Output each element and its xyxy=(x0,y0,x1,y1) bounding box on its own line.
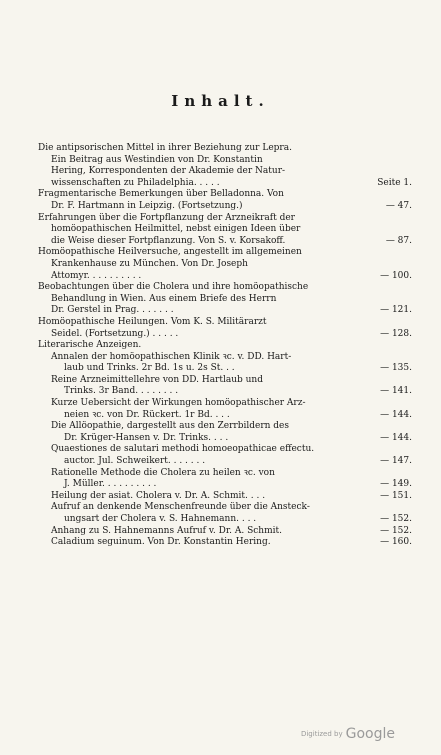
toc-entry xyxy=(38,213,412,248)
toc-entry xyxy=(38,247,412,282)
toc-entry xyxy=(38,282,412,317)
toc-entry-line: Fragmentarische Bemerkungen über Belladonna. Von xyxy=(38,189,284,200)
toc-entry-line: Reine Arzneimittellehre von DD. Hartlaub und xyxy=(51,374,263,385)
toc-entry xyxy=(38,468,412,491)
toc-page-number: — 151. xyxy=(380,490,412,501)
toc-entry-line: Beobachtungen über die Cholera und ihre homöopathische xyxy=(38,282,309,293)
toc-page-number: — 147. xyxy=(380,456,412,467)
toc-entry xyxy=(38,189,412,212)
toc-entry-line: wissenschaften zu Philadelphia. . . . . xyxy=(51,177,220,188)
toc-entry-line: Quaestiones de salutari methodi homoeopathicae effectu. xyxy=(51,444,315,455)
toc-entry-line: Rationelle Methode die Cholera zu heilen ꝛc. von xyxy=(51,467,275,478)
toc-page-number: — 160. xyxy=(380,537,412,548)
toc-entry-line: Erfahrungen über die Fortpflanzung der Arzneikraft der xyxy=(38,212,295,223)
toc-entry xyxy=(38,352,412,375)
toc-entry-line: Behandlung in Wien. Aus einem Briefe des Herrn xyxy=(51,293,277,304)
toc-entry-line: Caladium seguinum. Von Dr. Konstantin Hering. xyxy=(51,537,271,548)
toc-entry-line: Heilung der asiat. Cholera v. Dr. A. Schmit. . . . xyxy=(51,490,266,501)
toc-entry-line: Ein Beitrag aus Westindien von Dr. Konstantin xyxy=(51,154,263,165)
toc-entry xyxy=(38,421,412,444)
toc-entry-line: homöopathischen Heilmittel, nebst einigen Ideen über xyxy=(51,224,301,235)
toc-entry-line: J. Müller. . . . . . . . . . xyxy=(64,479,157,490)
toc-entry-line: ungsart der Cholera v. S. Hahnemann. . . . xyxy=(64,514,257,524)
toc-page-number: — 135. xyxy=(380,363,412,374)
toc-entry xyxy=(38,491,412,503)
toc-page-number: — 47. xyxy=(385,200,412,211)
toc-entry xyxy=(38,537,412,549)
toc-entry-line: auctor. Jul. Schweikert. . . . . . . xyxy=(64,456,206,467)
toc-entry-line: Attomyr. . . . . . . . . . xyxy=(51,270,142,281)
toc-entry-line: Dr. Gerstel in Prag. . . . . . . xyxy=(51,305,174,316)
toc-entries xyxy=(38,143,412,340)
toc-entry-line: neien ꝛc. von Dr. Rückert. 1r Bd. . . . xyxy=(64,409,230,420)
toc-page-number: — 128. xyxy=(380,328,412,339)
toc-entry xyxy=(38,526,412,538)
toc-sub-entries xyxy=(38,352,412,549)
page-title: Inhalt. xyxy=(171,92,270,110)
toc-entry xyxy=(38,317,412,340)
toc-entry-line: Homöopathische Heilversuche, angestellt im allgemeinen xyxy=(38,247,302,258)
toc-page-number: — 149. xyxy=(380,479,412,490)
toc-page-number: — 152. xyxy=(380,514,412,524)
section-heading: Literarische Anzeigen. xyxy=(38,340,142,351)
toc-entry-line: Hering, Korrespondenten der Akademie der Natur- xyxy=(51,166,286,177)
toc-entry xyxy=(38,444,412,467)
toc-entry xyxy=(38,375,412,398)
toc-entry-line: laub und Trinks. 2r Bd. 1s u. 2s St. . . xyxy=(64,363,235,374)
digitized-footer xyxy=(301,726,395,742)
toc-entry xyxy=(38,502,412,525)
toc-page-number: — 87. xyxy=(385,235,412,246)
toc-page-number: — 100. xyxy=(380,270,412,281)
toc-page-number: Seite 1. xyxy=(377,177,412,188)
toc-page-number: — 152. xyxy=(380,525,412,536)
toc-entry-line: Seidel. (Fortsetzung.) . . . . . xyxy=(51,328,179,339)
toc-entry-line: Anhang zu S. Hahnemanns Aufruf v. Dr. A. Schmit. xyxy=(51,525,282,536)
toc-entry-line: Homöopathische Heilungen. Vom K. S. Militärarzt xyxy=(38,316,267,327)
toc-entry-line: Die Allöopathie, dargestellt aus den Zerrbildern des xyxy=(51,421,289,432)
toc-page-number: — 144. xyxy=(380,409,412,420)
toc-page-number: — 141. xyxy=(380,386,412,397)
toc-entry-line: Trinks. 3r Band. . . . . . . . xyxy=(64,386,179,397)
table-of-contents xyxy=(38,143,412,549)
toc-entry-line: Dr. Krüger-Hansen v. Dr. Trinks. . . . xyxy=(64,432,229,443)
toc-entry-line: Kurze Uebersicht der Wirkungen homöopathischer Arz- xyxy=(51,398,306,409)
footer-prefix: Digitized by xyxy=(300,730,343,738)
toc-page-number: — 144. xyxy=(380,432,412,443)
toc-entry-line: Krankenhause zu München. Von Dr. Joseph xyxy=(51,258,248,269)
footer-brand: Google xyxy=(345,726,395,742)
toc-entry xyxy=(38,398,412,421)
toc-entry-line: Dr. F. Hartmann in Leipzig. (Fortsetzung.) xyxy=(51,200,243,211)
toc-entry-line: Die antipsorischen Mittel in ihrer Beziehung zur Lepra. xyxy=(38,143,292,153)
toc-entry-line: Aufruf an denkende Menschenfreunde über die Ansteck- xyxy=(51,502,310,513)
toc-entry-line: die Weise dieser Fortpflanzung. Von S. v. Korsakoff. xyxy=(51,235,286,246)
toc-entry-line: Annalen der homöopathischen Klinik ꝛc. v. DD. Hart- xyxy=(51,351,292,362)
toc-page-number: — 121. xyxy=(380,305,412,316)
toc-entry xyxy=(38,143,412,189)
